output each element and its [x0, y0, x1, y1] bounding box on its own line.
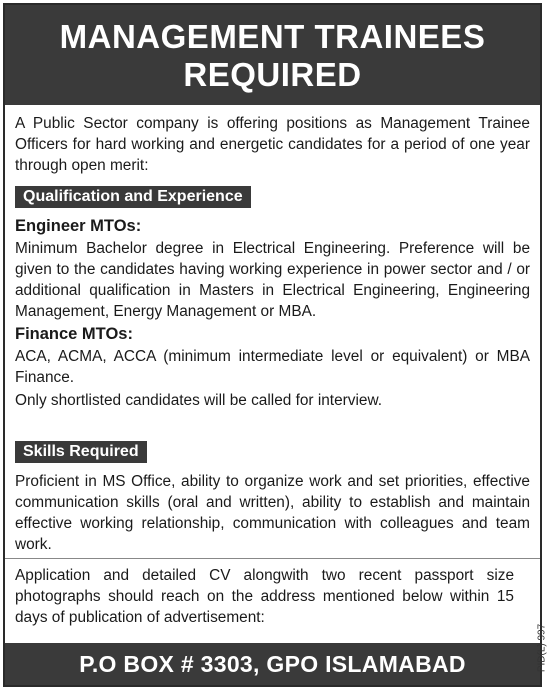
divider	[5, 558, 540, 559]
shortlist-note: Only shortlisted candidates will be called for interview.	[15, 392, 382, 409]
finance-mtos-text: ACA, ACMA, ACCA (minimum intermediate level or equivalent) or MBA Finance.	[15, 348, 530, 386]
skills-text: Proficient in MS Office, ability to organize work and set priorities, effective communication skills (oral and written), ability to establish and maintain effective working relationship, communication with colleagues and team work.	[15, 473, 530, 553]
engineer-mtos-text: Minimum Bachelor degree in Electrical Engineering. Preference will be given to the candidates having working experience in power sector and / or additional qualification in Masters in Electrical Engineering, Engineering Management, Energy Management or MBA.	[15, 240, 530, 320]
skills-tag: Skills Required	[15, 441, 147, 463]
engineer-mtos-title: Engineer MTOs:	[15, 217, 142, 235]
pid-code-text: PID(L) 997	[536, 623, 548, 673]
advertisement-frame	[3, 3, 542, 687]
qualification-tag: Qualification and Experience	[15, 186, 251, 208]
application-paragraph: Application and detailed CV alongwith two recent passport size photographs should reach on the address mentioned below within 15 days of publication of advertisement:	[15, 567, 514, 626]
intro-paragraph: A Public Sector company is offering positions as Management Trainee Officers for hard working and energetic candidates for a period of one year through open merit:	[15, 115, 530, 174]
pid-code	[534, 618, 548, 678]
headline-line-1: MANAGEMENT TRAINEES	[59, 18, 486, 55]
headline-line-2: REQUIRED	[183, 56, 362, 93]
address-banner: P.O BOX # 3303, GPO ISLAMABAD	[5, 643, 540, 685]
finance-mtos-title: Finance MTOs:	[15, 325, 133, 343]
header-banner	[5, 5, 540, 105]
